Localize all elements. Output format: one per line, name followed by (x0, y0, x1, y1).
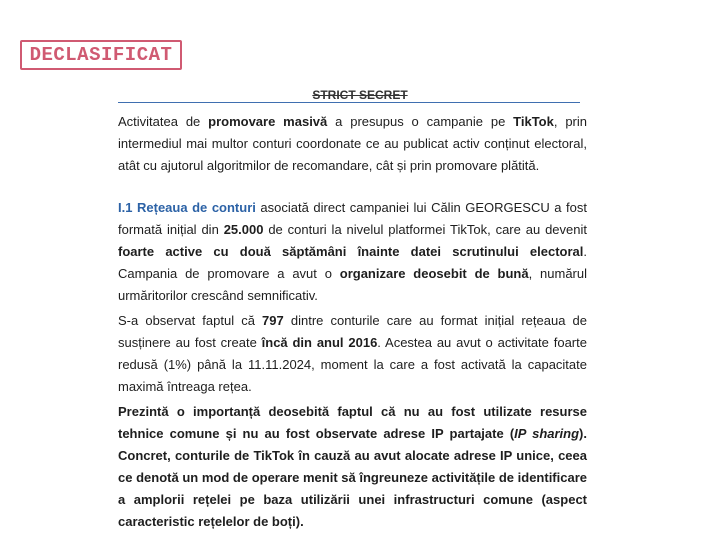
text-span: asociată direct campaniei lui Călin GEORGESCU a fost formată inițial din (118, 200, 588, 237)
emphasis-text: 25.000 (223, 222, 264, 237)
section-heading: I.1 Rețeaua de conturi (118, 200, 256, 215)
header-rule (118, 102, 580, 103)
emphasis-text: TikTok (513, 114, 554, 129)
text-span: , prin intermediul mai multor conturi coordonate ce au publicat activ conținut electoral, atât cu ajutorul algoritmilor de recomandare, cât și prin promovare plătită. (118, 114, 587, 173)
text-span: dintre conturile care au format inițial rețeaua de susținere au fost create (118, 313, 587, 350)
paragraph-intro (118, 111, 587, 177)
text-span: . Acestea au avut o activitate foarte redusă (1%) până la 11.11.2024, moment la care a fost activată la capacitate maximă întreaga rețea. (118, 335, 587, 394)
classification-marking: STRICT SECRET (312, 88, 408, 102)
text-span: . Campania de promovare a avut o (118, 244, 587, 281)
declassified-stamp (20, 40, 182, 70)
text-span: S-a observat faptul că (118, 313, 263, 328)
emphasis-text: 797 (262, 313, 284, 328)
document-body (118, 111, 587, 533)
paragraph-ip (118, 401, 587, 533)
text-span: de conturi la nivelul platformei TikTok, care au devenit (263, 222, 587, 237)
text-span: Prezintă o importanță deosebită faptul că nu au fost utilizate resurse tehnice comune și nu au fost observate adrese IP partajate ( (118, 404, 587, 441)
paragraph-network (118, 197, 587, 307)
text-span: Activitatea de (118, 114, 209, 129)
emphasis-text: încă din anul 2016 (261, 335, 378, 350)
stamp-text: DECLASIFICAT (29, 44, 173, 66)
text-span: , numărul urmăritorilor crescând semnificativ. (118, 266, 587, 303)
italic-term: IP sharing (514, 426, 580, 441)
emphasis-text: organizare deosebit de bună (339, 266, 529, 281)
emphasis-text: foarte active cu două săptămâni înainte datei scrutinului electoral (118, 244, 584, 259)
text-span: a presupus o campanie pe (327, 114, 514, 129)
emphasis-text: promovare masivă (208, 114, 328, 129)
paragraph-accounts (118, 310, 587, 398)
text-span: ). Concret, conturile de TikTok în cauză au avut alocate adrese IP unice, ceea ce denotă un mod de operare menit să îngreuneze activitățile de identificare a amplorii rețelei pe baza utilizării unei infrastructuri comune (aspect caracteristic rețelelor de boți). (118, 426, 587, 529)
